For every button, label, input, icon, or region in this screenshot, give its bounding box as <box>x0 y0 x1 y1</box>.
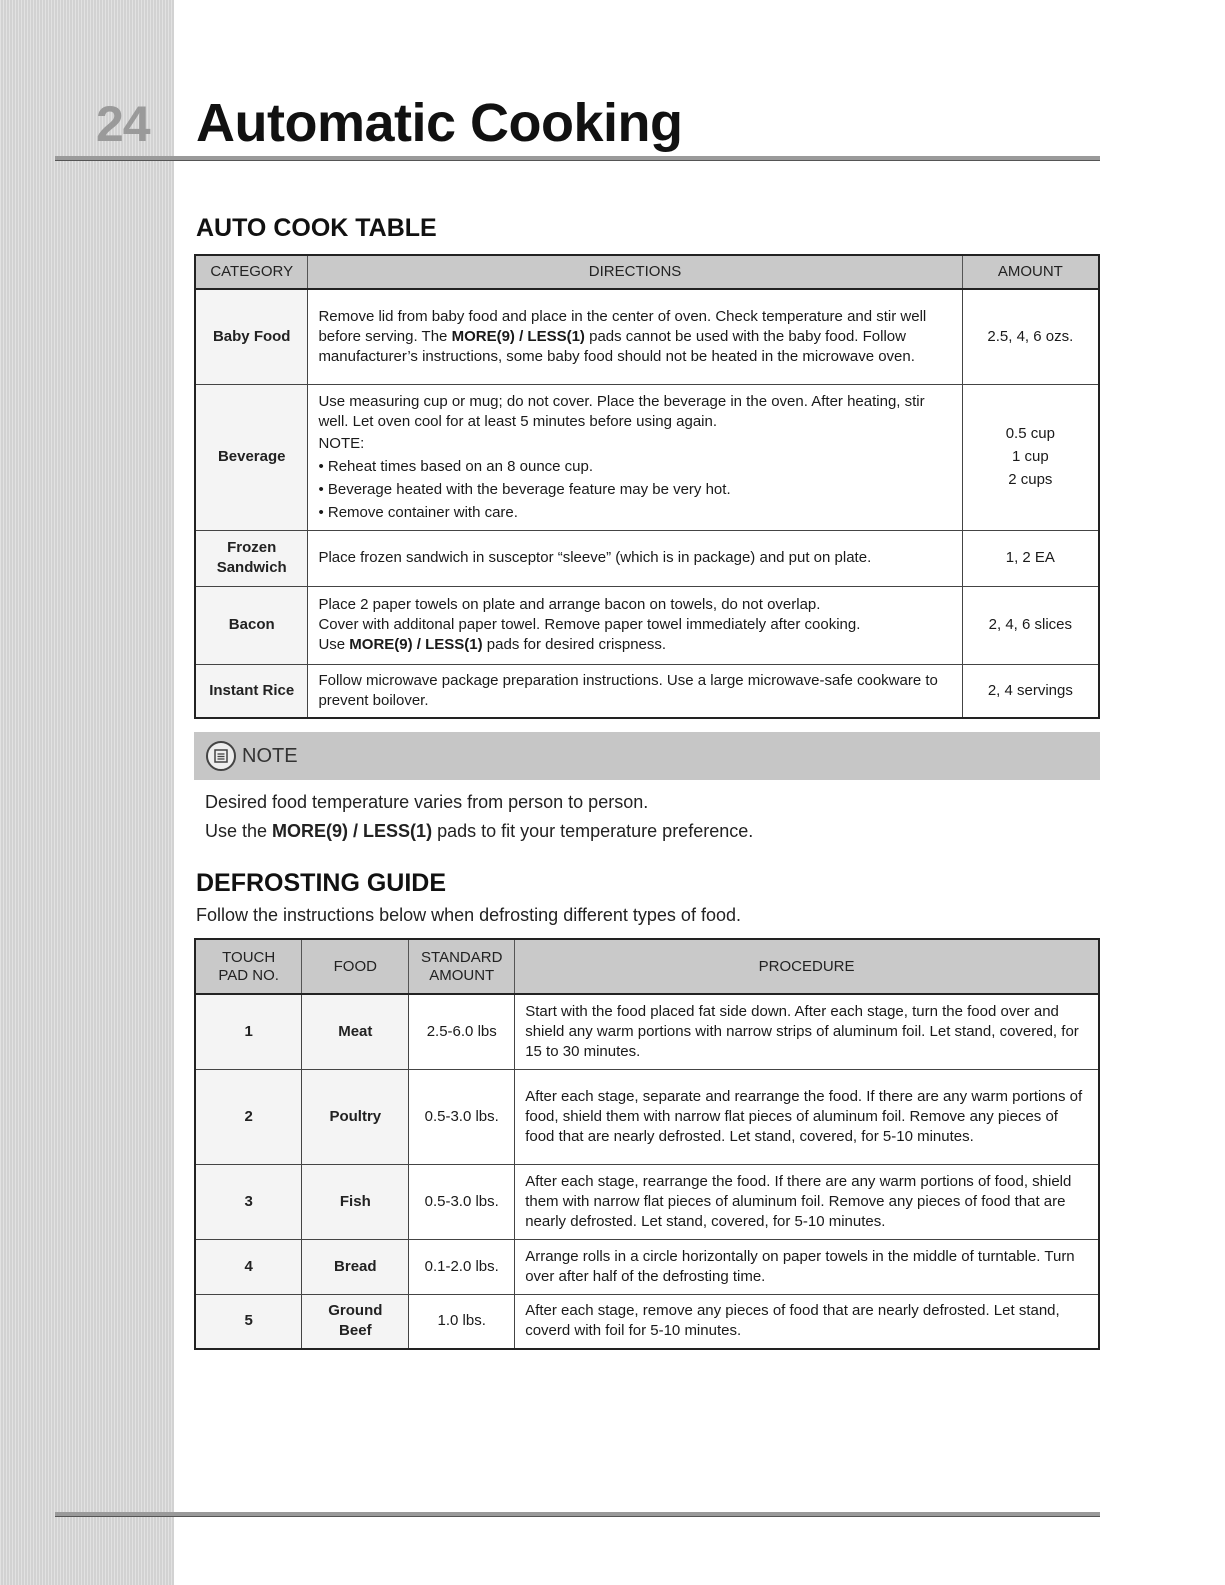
directions-text: Place 2 paper towels on plate and arrange bacon on towels, do not overlap. <box>318 596 821 613</box>
amount-text: 2 cups <box>1008 471 1053 488</box>
procedure-cell: After each stage, separate and rearrange the food. If there are any warm portions of food, shield them with narrow flat pieces of aluminum foil. Remove any pieces of food that are nearly defrosted. Let stand, covered, for 5-10 minutes. <box>515 1069 1099 1164</box>
note-line-2 <box>205 818 753 844</box>
procedure-cell: Arrange rolls in a circle horizontally on paper towels in the middle of turntable. Turn over after half of the defrosting time. <box>515 1239 1099 1294</box>
touch-pad-cell: 4 <box>195 1239 302 1294</box>
col-header-standard-amount: STANDARD AMOUNT <box>409 939 515 994</box>
col-header-touch-pad: TOUCH PAD NO. <box>195 939 302 994</box>
touch-pad-cell: 1 <box>195 994 302 1069</box>
col-header-procedure: PROCEDURE <box>515 939 1099 994</box>
bullet-item: • Remove container with care. <box>318 503 518 521</box>
note-subheading: NOTE: <box>318 434 365 452</box>
table-row <box>195 1294 1099 1349</box>
defrost-heading: DEFROSTING GUIDE <box>196 869 447 897</box>
food-cell: Bread <box>302 1239 409 1294</box>
auto-cook-table <box>194 254 1100 719</box>
amount-cell <box>962 289 1099 384</box>
amount-text: 0.5 cup <box>1005 425 1055 442</box>
amount-cell: 0.5-3.0 lbs. <box>409 1069 515 1164</box>
table-row <box>195 1239 1099 1294</box>
procedure-cell: After each stage, rearrange the food. If there are any warm portions of food, shield them with narrow flat pieces of aluminum foil. Remove any pieces of food that are nearly defrosted. Let stand, covered, for 5-10 minutes. <box>515 1164 1099 1239</box>
amount-cell: 2, 4 servings <box>962 664 1099 718</box>
bullet-item: • Reheat times based on an 8 ounce cup. <box>318 457 594 475</box>
col-header-amount: AMOUNT <box>962 255 1099 289</box>
directions-text: pads for desired crispness. <box>482 636 667 653</box>
col-header-directions: DIRECTIONS <box>308 255 962 289</box>
note-text: Use the <box>205 821 273 841</box>
directions-cell: Place frozen sandwich in susceptor “sleeve” (which is in package) and put on plate. <box>308 530 962 586</box>
left-margin-band <box>0 0 174 1585</box>
amount-cell: 0.1-2.0 lbs. <box>409 1239 515 1294</box>
food-cell: Fish <box>302 1164 409 1239</box>
footer-rule <box>55 1512 1100 1517</box>
table-row <box>195 384 1099 530</box>
amount-cell: 0.5-3.0 lbs. <box>409 1164 515 1239</box>
food-cell: Ground Beef <box>302 1294 409 1349</box>
note-icon <box>206 741 236 771</box>
col-header-category: CATEGORY <box>195 255 308 289</box>
note-text: pads to fit your temperature preference. <box>432 821 754 841</box>
amount-cell: 1.0 lbs. <box>409 1294 515 1349</box>
amount-cell: 2.5-6.0 lbs <box>409 994 515 1069</box>
directions-text: Cover with additonal paper towel. Remove paper towel immediately after cooking. <box>318 616 861 633</box>
directions-cell: Follow microwave package preparation instructions. Use a large microwave-safe cookware to prevent boilover. <box>308 664 962 718</box>
page-title: Automatic Cooking <box>196 93 683 153</box>
directions-line <box>318 635 951 655</box>
directions-text: pads cannot be used with the baby food. Follow manufacturer’s instructions, some baby food should not be heated in the microwave oven. <box>318 327 915 365</box>
note-line-1: Desired food temperature varies from person to person. <box>205 792 649 812</box>
table-row <box>195 586 1099 664</box>
note-label: NOTE <box>242 744 298 767</box>
amount-text: 1 cup <box>1011 448 1049 465</box>
more-less-pads-label: MORE(9) / LESS(1) <box>272 821 433 841</box>
auto-cook-heading: AUTO COOK TABLE <box>196 214 437 242</box>
amount-cell <box>962 384 1099 530</box>
page-number: 24 <box>96 96 150 152</box>
category-cell: Beverage <box>195 384 308 530</box>
category-cell: Instant Rice <box>195 664 308 718</box>
auto-cook-header-row <box>195 255 1099 289</box>
amount-text: 2.5, 4, 6 ozs. <box>987 327 1074 345</box>
directions-cell <box>308 289 962 384</box>
procedure-cell: Start with the food placed fat side down. After each stage, turn the food over and shield any warm portions with narrow strips of aluminum foil. Let stand, covered, for 15 to 30 minutes. <box>515 994 1099 1069</box>
more-less-pads-label: MORE(9) / LESS(1) <box>349 636 483 653</box>
defrost-intro: Follow the instructions below when defrosting different types of food. <box>196 905 741 925</box>
defrost-header-row <box>195 939 1099 994</box>
directions-text: Use measuring cup or mug; do not cover. Place the beverage in the oven. After heating, stir well. Let oven cool for at least 5 minutes before using again. <box>318 392 925 430</box>
category-cell: Frozen Sandwich <box>195 530 308 586</box>
directions-cell <box>308 586 962 664</box>
col-header-food: FOOD <box>302 939 409 994</box>
amount-cell: 1, 2 EA <box>962 530 1099 586</box>
amount-cell: 2, 4, 6 slices <box>962 586 1099 664</box>
touch-pad-cell: 3 <box>195 1164 302 1239</box>
category-cell: Bacon <box>195 586 308 664</box>
table-row <box>195 1069 1099 1164</box>
table-row <box>195 994 1099 1069</box>
food-cell: Meat <box>302 994 409 1069</box>
defrost-table <box>194 938 1100 1350</box>
more-less-pads-label: MORE(9) / LESS(1) <box>451 327 585 345</box>
table-row <box>195 1164 1099 1239</box>
table-row <box>195 664 1099 718</box>
procedure-cell: After each stage, remove any pieces of food that are nearly defrosted. Let stand, coverd with foil for 5-10 minutes. <box>515 1294 1099 1349</box>
table-row <box>195 289 1099 384</box>
bullet-item: • Beverage heated with the beverage feature may be very hot. <box>318 480 731 498</box>
header-rule <box>55 156 1100 161</box>
touch-pad-cell: 5 <box>195 1294 302 1349</box>
touch-pad-cell: 2 <box>195 1069 302 1164</box>
category-cell: Baby Food <box>195 289 308 384</box>
note-banner <box>194 732 1100 780</box>
directions-text: Use <box>318 636 350 653</box>
directions-text: Remove lid from baby food and place in the center of oven. Check temperature and stir well before serving. The <box>318 307 927 345</box>
directions-cell <box>308 384 962 530</box>
food-cell: Poultry <box>302 1069 409 1164</box>
table-row <box>195 530 1099 586</box>
